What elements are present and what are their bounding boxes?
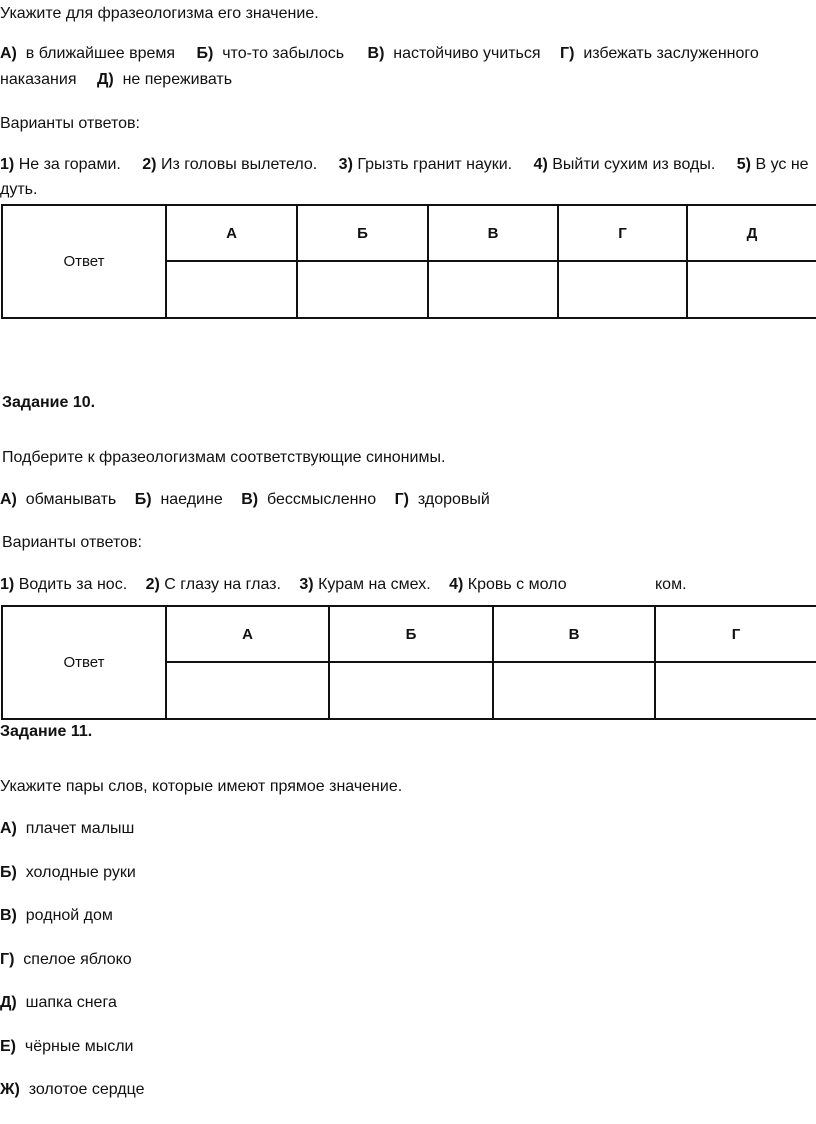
q10-variant-4: 4) Кровь с моло [449, 576, 567, 593]
q10-title: Задание 10. [2, 394, 96, 411]
q10-variants [0, 575, 567, 595]
q9-answer-table [1, 204, 816, 319]
q11-item-f: Е) чёрные мысли [0, 1038, 134, 1055]
q9-options-line1 [0, 44, 759, 64]
q11-item-g: Ж) золотое сердце [0, 1081, 145, 1098]
q9-options-line2 [0, 70, 232, 90]
q9-answer-cell-b[interactable] [297, 261, 428, 318]
q9-option-b: Б) что-то забылось [196, 45, 345, 62]
q11-item-e: Д) шапка снега [0, 994, 117, 1011]
q10-col-header-d: Г [655, 606, 816, 662]
q9-col-header-d: Г [558, 205, 687, 261]
q9-answer-cell-e[interactable] [687, 261, 816, 318]
q9-variant-5-cont: дуть. [0, 181, 38, 198]
q9-variant-3: 3) Грызть гранит науки. [338, 156, 513, 173]
q10-answer-table [1, 605, 816, 720]
q9-answer-label: Ответ [2, 205, 166, 318]
q9-variant-1: 1) Не за горами. [0, 156, 121, 173]
q10-instruction: Подберите к фразеологизмам соответствующие синонимы. [2, 449, 446, 466]
q9-col-header-c: В [428, 205, 558, 261]
q10-option-b: Б) наедине [134, 491, 223, 508]
q9-variant-5: 5) В ус не [736, 156, 809, 173]
q10-col-header-c: В [493, 606, 655, 662]
q9-col-header-a: А [166, 205, 297, 261]
q10-option-d: Г) здоровый [394, 491, 490, 508]
q9-variants-line1 [0, 155, 809, 175]
q9-instruction: Укажите для фразеологизма его значение. [0, 5, 319, 22]
q9-answer-cell-c[interactable] [428, 261, 558, 318]
q9-col-header-e: Д [687, 205, 816, 261]
q9-option-d-cont: наказания [0, 71, 77, 88]
q9-col-header-b: Б [297, 205, 428, 261]
q11-instruction: Укажите пары слов, которые имеют прямое значение. [0, 778, 403, 795]
q10-variant-1: 1) Водить за нос. [0, 576, 128, 593]
q11-item-a: А) плачет малыш [0, 820, 135, 837]
q9-option-c: В) настойчиво учиться [367, 45, 541, 62]
q9-answer-cell-d[interactable] [558, 261, 687, 318]
q10-variant-4-tail: ком. [655, 576, 687, 593]
q10-col-header-a: А [166, 606, 329, 662]
q9-variant-2: 2) Из головы вылетело. [142, 156, 318, 173]
q10-options [0, 490, 490, 510]
q9-answer-cell-a[interactable] [166, 261, 297, 318]
q10-variant-3: 3) Курам на смех. [299, 576, 431, 593]
q9-variants-label: Варианты ответов: [0, 115, 140, 132]
q11-item-c: В) родной дом [0, 907, 113, 924]
q10-variants-label: Варианты ответов: [2, 534, 142, 551]
q11-item-b: Б) холодные руки [0, 864, 136, 881]
q10-answer-cell-b[interactable] [329, 662, 493, 719]
q10-answer-label: Ответ [2, 606, 166, 719]
q10-col-header-b: Б [329, 606, 493, 662]
q11-title: Задание 11. [0, 723, 93, 740]
q11-item-d: Г) спелое яблоко [0, 951, 132, 968]
q10-option-a: А) обманывать [0, 491, 117, 508]
q10-answer-cell-c[interactable] [493, 662, 655, 719]
q9-option-e: Д) не переживать [96, 71, 233, 88]
q10-option-c: В) бессмысленно [241, 491, 377, 508]
q9-variant-4: 4) Выйти сухим из воды. [533, 156, 716, 173]
q10-answer-cell-d[interactable] [655, 662, 816, 719]
q9-option-a: А) в ближайшее время [0, 45, 176, 62]
q9-option-d: Г) избежать заслуженного [560, 45, 759, 62]
q10-answer-cell-a[interactable] [166, 662, 329, 719]
q10-variant-2: 2) С глазу на глаз. [145, 576, 281, 593]
